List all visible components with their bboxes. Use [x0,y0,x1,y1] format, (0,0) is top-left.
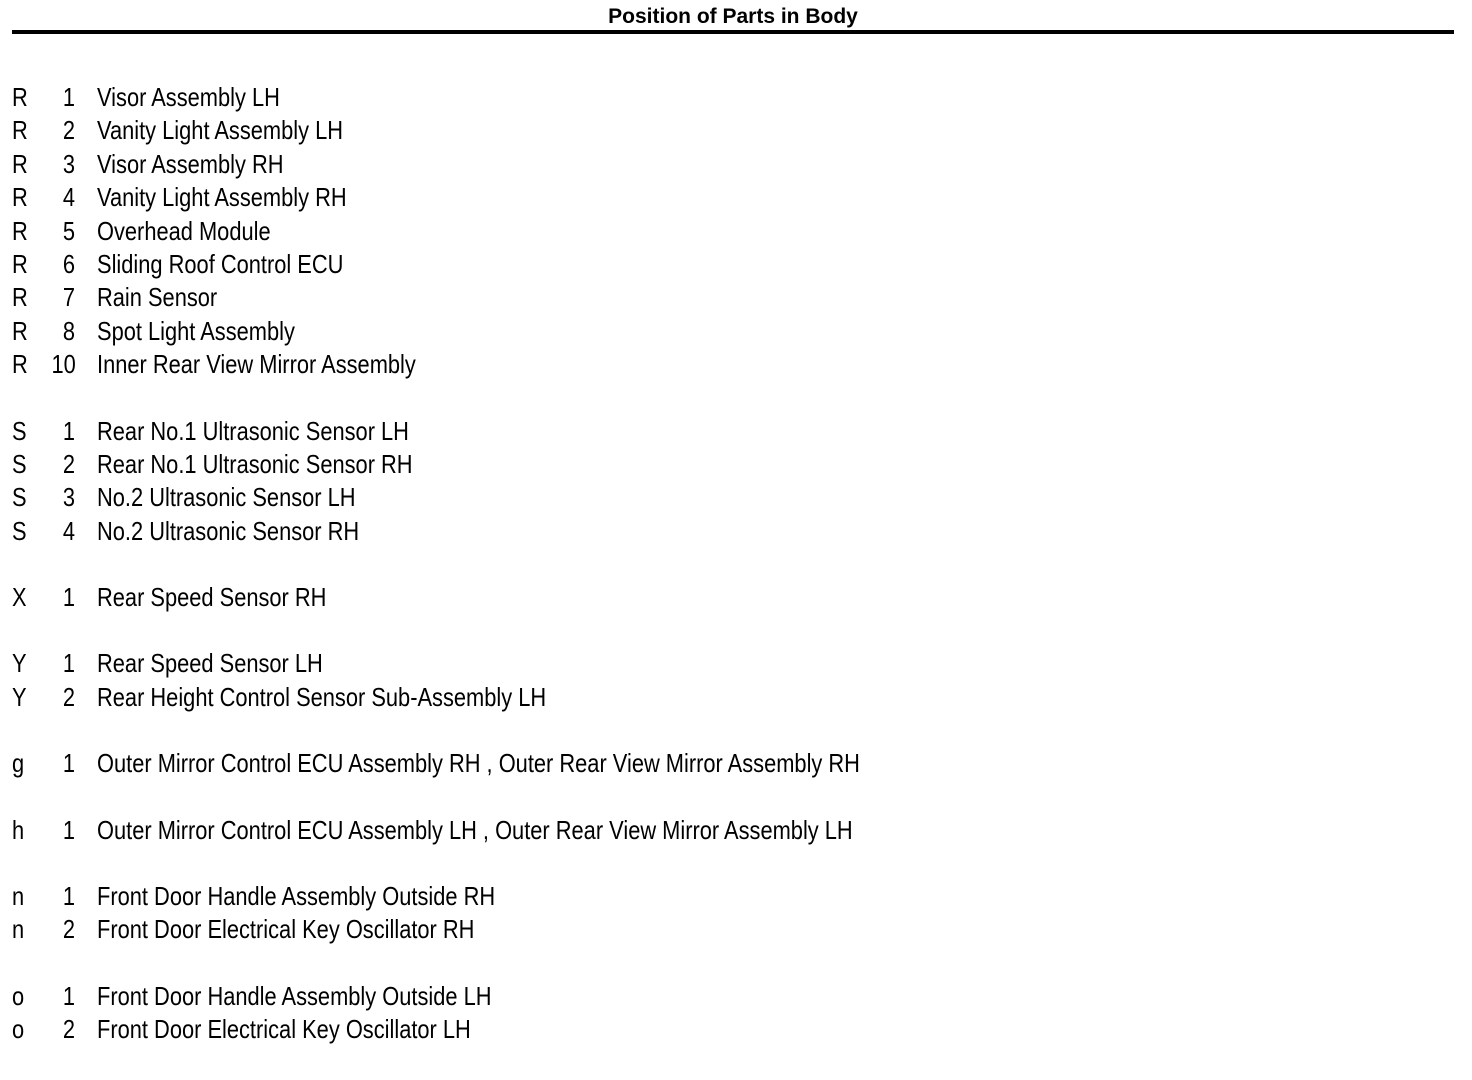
connector-code: o [12,1014,25,1045]
connector-code: R [12,282,28,313]
connector-number: 3 [62,148,75,179]
part-description: Visor Assembly RH [97,148,284,179]
connector-code: R [12,315,28,346]
part-row [0,1013,1472,1046]
connector-code: X [12,582,27,613]
connector-number: 2 [62,448,75,479]
connector-number: 1 [62,415,75,446]
connector-code: o [12,980,25,1011]
connector-code: S [12,448,27,479]
part-row [0,647,1472,680]
connector-code: h [12,814,25,845]
connector-number: 1 [62,748,75,779]
part-description: No.2 Ultrasonic Sensor RH [97,515,360,546]
part-row [0,880,1472,913]
connector-number: 10 [51,349,76,380]
connector-number: 3 [62,482,75,513]
part-description: Visor Assembly LH [97,82,280,112]
page-title: Position of Parts in Body [608,5,858,28]
part-row [0,980,1472,1013]
connector-code: R [12,182,28,213]
part-row [0,415,1472,448]
connector-number: 1 [62,582,75,613]
connector-number: 8 [62,315,75,346]
part-group-X [0,581,1472,614]
part-row [0,215,1472,248]
part-row [0,515,1472,548]
connector-code: n [12,914,25,945]
part-row [0,114,1472,147]
connector-code: R [12,115,28,146]
part-row [0,681,1472,714]
part-description: Vanity Light Assembly RH [97,182,347,213]
part-group-h [0,814,1472,847]
part-row [0,481,1472,514]
part-row [0,148,1472,181]
connector-code: R [12,82,28,112]
connector-code: g [12,748,25,779]
part-description: Sliding Roof Control ECU [97,248,344,279]
part-group-R [0,81,1472,382]
part-row [0,348,1472,381]
part-group-o [0,980,1472,1047]
connector-number: 1 [62,82,75,112]
part-description: Front Door Electrical Key Oscillator LH [97,1014,471,1045]
part-description: Vanity Light Assembly LH [97,115,344,146]
connector-code: R [12,148,28,179]
part-row [0,913,1472,946]
connector-code: R [12,215,28,246]
connector-number: 2 [62,115,75,146]
part-group-n [0,880,1472,947]
connector-number: 1 [62,980,75,1011]
part-description: Rear Height Control Sensor Sub-Assembly LH [97,681,547,712]
part-description: Rear Speed Sensor LH [97,648,323,679]
part-group-Y [0,647,1472,714]
part-description: Spot Light Assembly [97,315,295,346]
connector-number: 5 [62,215,75,246]
connector-code: Y [12,648,27,679]
connector-number: 2 [62,1014,75,1045]
connector-code: S [12,515,27,546]
part-description: Rain Sensor [97,282,218,313]
part-row [0,448,1472,481]
connector-code: n [12,881,25,912]
part-description: Front Door Electrical Key Oscillator RH [97,914,475,945]
part-group-g [0,747,1472,780]
part-description: No.2 Ultrasonic Sensor LH [97,482,356,513]
part-description: Front Door Handle Assembly Outside LH [97,980,492,1011]
connector-number: 1 [62,814,75,845]
connector-number: 6 [62,248,75,279]
connector-number: 1 [62,881,75,912]
part-description: Rear No.1 Ultrasonic Sensor RH [97,448,413,479]
connector-code: Y [12,681,27,712]
part-description: Outer Mirror Control ECU Assembly LH , Outer Rear View Mirror Assembly LH [97,814,853,845]
part-row [0,581,1472,614]
connector-number: 2 [62,914,75,945]
connector-number: 4 [62,182,75,213]
part-description: Overhead Module [97,215,271,246]
part-row [0,315,1472,348]
part-description: Outer Mirror Control ECU Assembly RH , Outer Rear View Mirror Assembly RH [97,748,860,779]
part-description: Rear No.1 Ultrasonic Sensor LH [97,415,409,446]
part-group-S [0,415,1472,549]
part-row [0,181,1472,214]
connector-number: 2 [62,681,75,712]
connector-code: S [12,482,27,513]
connector-number: 1 [62,648,75,679]
part-row [0,281,1472,314]
connector-number: 4 [62,515,75,546]
part-description: Front Door Handle Assembly Outside RH [97,881,496,912]
part-row [0,248,1472,281]
connector-number: 7 [62,282,75,313]
parts-list [0,81,1472,1080]
title-divider [12,30,1454,34]
part-description: Inner Rear View Mirror Assembly [97,349,416,380]
part-description: Rear Speed Sensor RH [97,582,327,613]
part-row [0,81,1472,114]
connector-code: R [12,248,28,279]
part-row [0,747,1472,780]
connector-code: S [12,415,27,446]
connector-code: R [12,349,28,380]
part-row [0,814,1472,847]
